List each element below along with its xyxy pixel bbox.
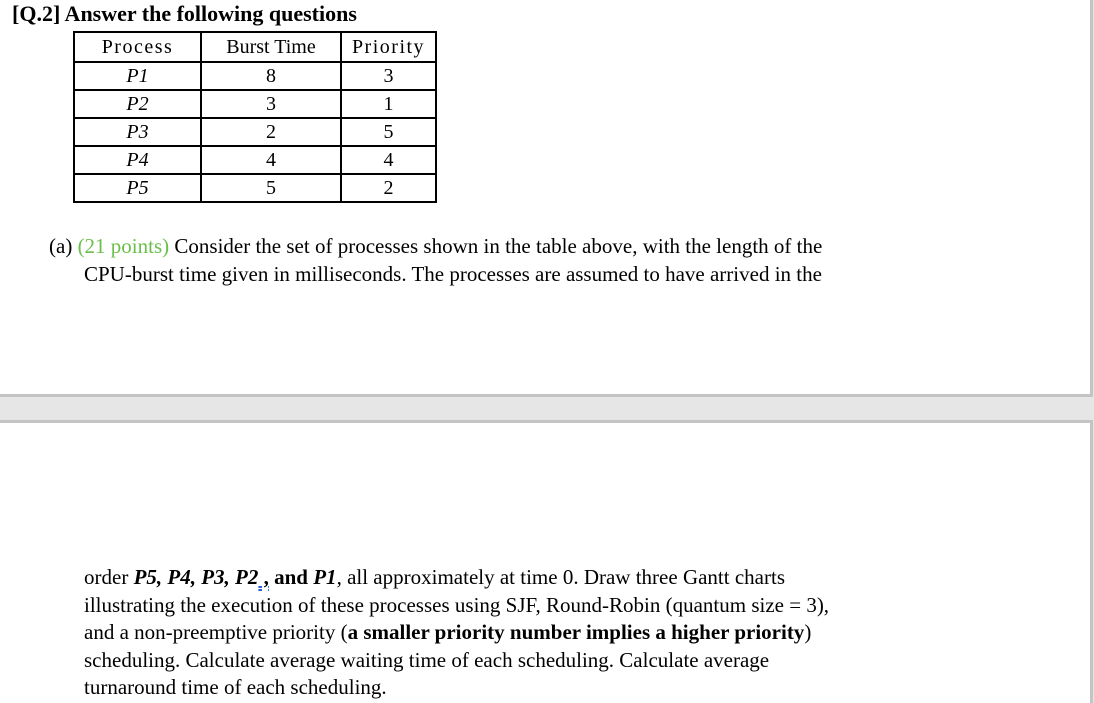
- burst-cell: 3: [201, 90, 341, 118]
- burst-cell: 4: [201, 146, 341, 174]
- question-title: [Q.2] Answer the following questions: [12, 1, 357, 26]
- text-line: illustrating the execution of these processes using SJF, Round-Robin (quantum size = 3),: [84, 592, 830, 617]
- part-a-text: Consider the set of processes shown in the table above, with the length of the: [169, 234, 823, 258]
- continuation-paragraph: [84, 564, 1084, 702]
- process-cell: P2: [74, 90, 201, 118]
- burst-cell: 5: [201, 174, 341, 202]
- table-row: [74, 90, 436, 118]
- priority-cell: 4: [341, 146, 436, 174]
- header-priority: Priority: [341, 32, 436, 62]
- text-line: turnaround time of each scheduling.: [84, 675, 387, 699]
- table-row: [74, 174, 436, 202]
- process-order: P5, P4, P3, P2: [133, 565, 259, 589]
- priority-cell: 5: [341, 118, 436, 146]
- process-cell: P5: [74, 174, 201, 202]
- points-label: (21 points): [77, 234, 170, 258]
- text: ): [804, 620, 812, 644]
- table-header-row: [74, 32, 436, 62]
- part-a-label: (a): [49, 234, 73, 258]
- table-row: [74, 62, 436, 90]
- header-burst-time: Burst Time: [201, 32, 341, 62]
- text-line: scheduling. Calculate average waiting time of each scheduling. Calculate average: [84, 647, 770, 672]
- burst-cell: 2: [201, 118, 341, 146]
- part-a-text-line2: CPU-burst time given in milliseconds. The processes are assumed to have arrived in the: [84, 262, 822, 286]
- process-cell: P1: [74, 62, 201, 90]
- priority-cell: 1: [341, 90, 436, 118]
- text: and: [268, 565, 314, 589]
- process-table: [73, 31, 437, 203]
- text: , all approximately at time 0. Draw three Gantt charts: [336, 565, 785, 589]
- burst-cell: 8: [201, 62, 341, 90]
- priority-cell: 3: [341, 62, 436, 90]
- table-row: [74, 146, 436, 174]
- bold-note: a smaller priority number implies a higher priority: [347, 620, 805, 644]
- priority-cell: 2: [341, 174, 436, 202]
- process-cell: P3: [74, 118, 201, 146]
- part-a-paragraph: [49, 232, 1049, 288]
- text: and a non-preemptive priority (: [84, 620, 348, 644]
- process-name: P1: [313, 565, 337, 589]
- process-cell: P4: [74, 146, 201, 174]
- text: order: [84, 565, 134, 589]
- grammar-flag[interactable]: ,: [258, 565, 269, 589]
- header-process: Process: [74, 32, 201, 62]
- table-row: [74, 118, 436, 146]
